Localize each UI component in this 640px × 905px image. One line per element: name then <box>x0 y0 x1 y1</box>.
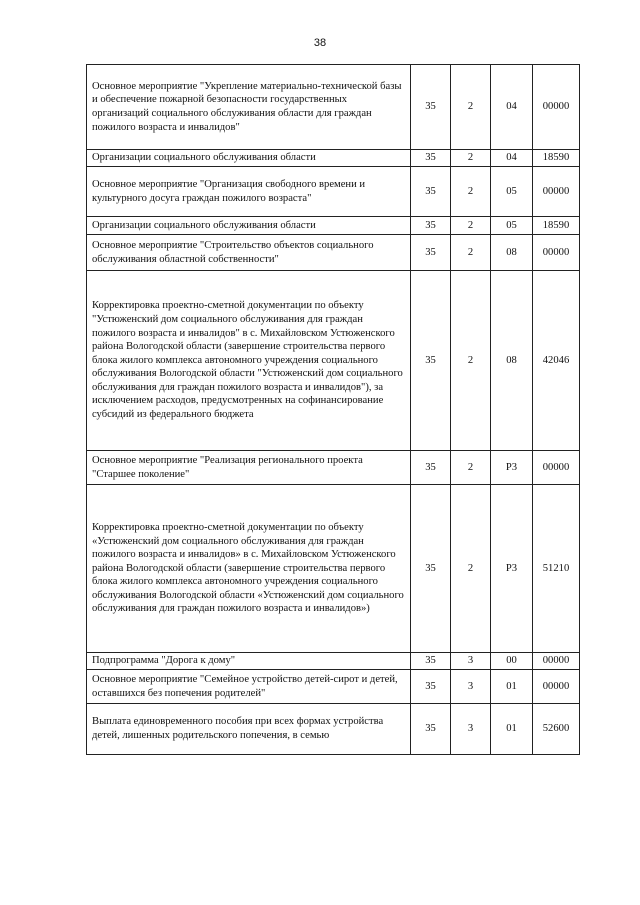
row-name-cell: Организации социального обслуживания области <box>87 150 411 167</box>
activity-code-cell: 08 <box>491 271 533 451</box>
row-name-cell: Основное мероприятие "Укрепление материально-технической базы и обеспечение пожарной безопасности государственных организаций социального обслуживания области для граждан пожилого возраста и инвалидов" <box>87 65 411 150</box>
activity-code-cell: 04 <box>491 150 533 167</box>
subprogram-code-cell: 2 <box>451 485 491 653</box>
subprogram-code-cell: 2 <box>451 167 491 217</box>
expense-direction-code-cell: 00000 <box>533 451 580 485</box>
ministry-code-cell: 35 <box>411 271 451 451</box>
subprogram-code-cell: 2 <box>451 451 491 485</box>
activity-code-cell: 05 <box>491 167 533 217</box>
table-row <box>87 451 580 485</box>
expense-direction-code-cell: 00000 <box>533 167 580 217</box>
activity-code-cell: 01 <box>491 670 533 704</box>
table-row <box>87 167 580 217</box>
table-row <box>87 65 580 150</box>
expense-direction-code-cell: 00000 <box>533 653 580 670</box>
subprogram-code-cell: 2 <box>451 217 491 235</box>
subprogram-code-cell: 2 <box>451 235 491 271</box>
row-name-cell: Основное мероприятие "Организация свободного времени и культурного досуга граждан пожилого возраста" <box>87 167 411 217</box>
expense-direction-code-cell: 52600 <box>533 704 580 755</box>
activity-code-cell: 08 <box>491 235 533 271</box>
ministry-code-cell: 35 <box>411 704 451 755</box>
activity-code-cell: P3 <box>491 451 533 485</box>
ministry-code-cell: 35 <box>411 65 451 150</box>
ministry-code-cell: 35 <box>411 150 451 167</box>
row-name-cell: Подпрограмма "Дорога к дому" <box>87 653 411 670</box>
table-row <box>87 150 580 167</box>
activity-code-cell: 01 <box>491 704 533 755</box>
expense-direction-code-cell: 18590 <box>533 217 580 235</box>
table-row <box>87 235 580 271</box>
ministry-code-cell: 35 <box>411 451 451 485</box>
table-row <box>87 271 580 451</box>
ministry-code-cell: 35 <box>411 217 451 235</box>
ministry-code-cell: 35 <box>411 167 451 217</box>
table-row <box>87 704 580 755</box>
row-name-cell: Основное мероприятие "Семейное устройство детей-сирот и детей, оставшихся без попечения родителей" <box>87 670 411 704</box>
row-name-cell: Основное мероприятие "Реализация регионального проекта "Старшее поколение" <box>87 451 411 485</box>
subprogram-code-cell: 2 <box>451 65 491 150</box>
table-row <box>87 485 580 653</box>
table-row <box>87 670 580 704</box>
subprogram-code-cell: 2 <box>451 150 491 167</box>
expense-direction-code-cell: 00000 <box>533 235 580 271</box>
ministry-code-cell: 35 <box>411 485 451 653</box>
ministry-code-cell: 35 <box>411 235 451 271</box>
activity-code-cell: 05 <box>491 217 533 235</box>
page-number: 38 <box>313 37 327 49</box>
table-row <box>87 653 580 670</box>
subprogram-code-cell: 3 <box>451 670 491 704</box>
expense-direction-code-cell: 18590 <box>533 150 580 167</box>
ministry-code-cell: 35 <box>411 653 451 670</box>
row-name-cell: Организации социального обслуживания области <box>87 217 411 235</box>
activity-code-cell: P3 <box>491 485 533 653</box>
expense-direction-code-cell: 42046 <box>533 271 580 451</box>
subprogram-code-cell: 2 <box>451 271 491 451</box>
expense-direction-code-cell: 00000 <box>533 670 580 704</box>
table-row <box>87 217 580 235</box>
activity-code-cell: 00 <box>491 653 533 670</box>
row-name-cell: Корректировка проектно-сметной документации по объекту «Устюженский дом социального обслуживания для граждан пожилого возраста и инвалидов» в с. Михайловском Устюженского района Вологодской области (завершение строительства первого блока жилого комплекса автономного учреждения социального обслуживания Вологодской области «Устюженский дом социального обслуживания для граждан пожилого возраста и инвалидов») <box>87 485 411 653</box>
ministry-code-cell: 35 <box>411 670 451 704</box>
row-name-cell: Выплата единовременного пособия при всех формах устройства детей, лишенных родительского попечения, в семью <box>87 704 411 755</box>
row-name-cell: Основное мероприятие "Строительство объектов социального обслуживания областной собственности" <box>87 235 411 271</box>
activity-code-cell: 04 <box>491 65 533 150</box>
row-name-cell: Корректировка проектно-сметной документации по объекту "Устюженский дом социального обслуживания для граждан пожилого возраста и инвалидов" в с. Михайловском Устюженского района Вологодской области (завершение строительства первого блока жилого комплекса автономного учреждения социального обслуживания Вологодской области "Устюженский дом социального обслуживания для граждан пожилого возраста и инвалидов"), за исключением расходов, предусмотренных на софинансирование субсидий из федерального бюджета <box>87 271 411 451</box>
expense-direction-code-cell: 00000 <box>533 65 580 150</box>
expense-direction-code-cell: 51210 <box>533 485 580 653</box>
subprogram-code-cell: 3 <box>451 704 491 755</box>
budget-classification-table <box>86 64 580 755</box>
subprogram-code-cell: 3 <box>451 653 491 670</box>
